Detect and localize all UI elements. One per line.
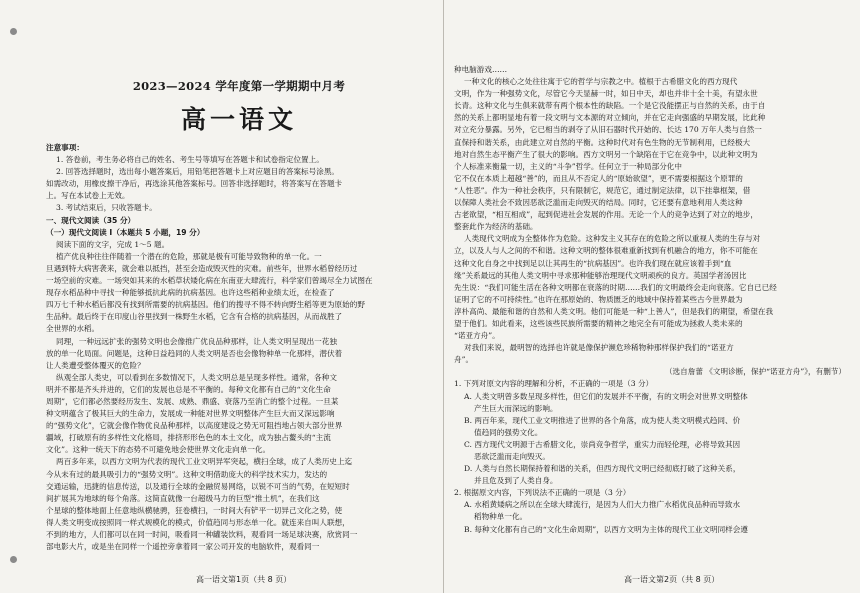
- text-line: 淳朴高尚、最能和谐的自然和人类文明。他们可能是一种“上善人”，但是我们的期望，希望在我: [454, 306, 774, 316]
- text-line: “诺亚方舟”。: [454, 331, 500, 341]
- text-line: B. 两百年来，现代工业文明推进了世界的各个角落，成为使人类文明模式趋同、价: [464, 415, 741, 425]
- text-line: 让人类遭受整体覆灭的危险？: [46, 360, 145, 370]
- text-line: 今从未有过的最具吸引力的“强势文明”。这种文明借助庞大的科学技术实力，发达的: [46, 469, 328, 479]
- text-line: 文化”。这种一统天下的态势不可避免地会使世界文化走向单一化。: [46, 445, 271, 455]
- passage-source: （选自詹蕾 《文明诊断，保护“诺亚方舟”》，有删节）: [664, 367, 846, 377]
- text-line: 地对自然生态平衡产生了很大的影响。西方文明另一个缺陷在于它在竞争中，以此种文明为: [454, 149, 758, 159]
- text-line: 两百多年来，以西方文明为代表的现代工业文明异军突起，横扫全球，成了人类历史上迄: [56, 457, 353, 467]
- text-line: 2. 根据原文内容，下列说法不正确的一项是（3 分）: [454, 488, 631, 498]
- text-line: D. 人类与自然长期保持着和谐的关系，但西方现代文明已经彻底打破了这种关系，: [464, 464, 741, 474]
- text-line: 舟”。: [454, 355, 474, 365]
- text-line: A. 水稻黄矮病之所以在全球大肆流行，是因为人们大力推广水稻优良品种而导致水: [464, 500, 741, 510]
- text-line: 值趋同的强势文化。: [474, 427, 543, 437]
- text-line: 人类现代文明成为全整体作为危险。这种发主义其存在的危险之所以重视人类的生存与对: [464, 234, 761, 244]
- page-footer: 高一语文第1页（共 8 页）: [196, 575, 292, 584]
- note-line: 上。写在本试卷上无效。: [46, 191, 130, 201]
- text-line: 对立充分暴露。另外，它已相当的剥夺了从旧石器时代开始的、长达 170 万年人类与自然一: [454, 125, 762, 135]
- text-line: 直保持和谐关系，由此建立对自然的平衡。这种时代对有色生物的无节制利用，已经极大: [454, 137, 751, 147]
- text-line: 旦遇到特大病害袭来，就会难以抵挡，甚至会造成毁灭性的灾难。前些年，世界水稻曾经历过: [46, 263, 358, 273]
- note-line: 1. 答卷前，考生务必将自己的姓名、考生号等填写在答题卡和试卷指定位置上。: [56, 155, 324, 165]
- text-line: 恶欲泛滥而走向毁灭。: [474, 452, 550, 461]
- questions: [454, 378, 846, 535]
- text-line: 并且危及到了人类自身。: [474, 476, 558, 486]
- note-line: 如需改动，用橡皮擦干净后，再选涂其他答案标号。回答非选择题时，将答案写在答题卡: [46, 179, 343, 189]
- text-line: 缘”关系最远的其他人类文明中寻求那种能够治理现代文明顽疾的良方。英国学者汤因比: [454, 270, 747, 280]
- text-line: 1. 下列对原文内容的理解和分析，不正确的一项是（3 分）: [454, 379, 654, 389]
- text-line: 望于他们。如此看来，这些该些民族所需要的精神之地完全有可能成为拯救人类未来的: [454, 318, 743, 328]
- text-line: 长青。这种文化与生俱来就带有两个根本性的缺陷。一个是它没能摆正与自然的关系，由于自: [454, 101, 766, 111]
- text-line: 间扩展其为地球的每个角落。这简直就像一台超级马力的巨型“推土机”，在我们这: [46, 493, 320, 503]
- text-line: 全世界的水稻。: [46, 324, 100, 334]
- section-heading: 一、现代文阅读（35 分）: [46, 215, 136, 225]
- text-line: 一种文化的核心之处往往寓于它的哲学与宗教之中。植根于古希腊文化的西方现代: [464, 77, 738, 87]
- text-line: 纵观全部人类史，可以看到在多数情况下，人类文明总是呈现多样性。通常，各种文: [56, 372, 337, 382]
- subject-title: 高一语文: [180, 105, 297, 134]
- text-line: A. 人类文明曾多数呈现多样性，但它们的发展并不平衡，有的文明会对世界文明整体: [464, 391, 748, 401]
- left-page: [46, 0, 432, 593]
- text-line: 周期”，它们都必然要经历发生、发展、成熟、鼎盛、衰落乃至消亡的整个过程。一旦某: [46, 396, 339, 406]
- text-line: “人性恶”。作为一种社会秩序，只有限制它，规范它，通过制定法律，以下挂靠框架，借: [454, 185, 751, 195]
- page-fold: [443, 0, 444, 593]
- binding-hole: [10, 556, 17, 563]
- text-line: 证明了它的不可持续性。”也许在那原始的、物质匮乏的地域中保持着某些古今世界最为: [454, 294, 743, 304]
- text-line: 得人类文明变成按照同一样式规模化的模式，价值趋同与形态单一化。就连来自叫人联想，: [46, 517, 350, 527]
- right-page: [454, 0, 846, 593]
- note-line: 2. 回答选择题时，选出每小题答案后，用铅笔把答题卡上对应题目的答案标号涂黑。: [56, 167, 340, 177]
- subsection-heading: （一）现代文阅读 I（本题共 5 小题，19 分）: [46, 227, 205, 237]
- note-line: 3. 考试结束后，只收答题卡。: [56, 203, 157, 213]
- page-footer: 高一语文第2页（共 8 页）: [624, 575, 720, 584]
- reading-instruction: 阅读下面的文字，完成 1～5 题。: [56, 239, 170, 249]
- exam-year-title: 2023—2024 学年度第一学期期中月考: [132, 79, 346, 93]
- text-line: 先生说：“我们可能生活在各种文明都在衰落的时期……我们的文明最终会走向衰落。它自已已经: [454, 282, 777, 292]
- text-line: 疆域，打破原有的多样性文化格局，排挤形形色色的本土文化，成为独占鳌头的“主流: [46, 433, 331, 443]
- text-line: 一场空前的灾难。一场突如其来的水稻草状矮化病在东南亚大肆流行，科学家们曾竭尽全力试图在: [46, 276, 373, 286]
- text-line: C. 西方现代文明源于古希腊文化，崇尚竞争哲学，重实力而轻伦理，必将导致其因: [464, 439, 741, 449]
- text-line: 种电脑游戏……: [454, 65, 508, 74]
- text-line: 明并不都是齐头并进的，它们的发展也总是不平衡的。每种文化都有自己的“文化生命: [46, 384, 331, 394]
- text-line: 产生巨大而深远的影响。: [474, 403, 558, 413]
- text-line: 放的单一化局面。问题是，这种日益趋同的人类文明是否也会像物种单一化那样，潜伏着: [46, 348, 343, 358]
- text-line: 然的关系上都明显地有着一段文明与文本源的对立倾向，并在它走向强盛的早期发展，比此种: [454, 113, 766, 123]
- passage-body: [46, 251, 432, 553]
- text-line: 四万七千种水稻后都没有找到所需要的抗病基因。他们的搜寻不得不转向野生稻等更为原始的野: [46, 300, 365, 310]
- text-line: 立，以及人与人之间的不和谐。这种文明的整体很难重新找到有机融合的地方，你不可能在: [454, 246, 758, 256]
- text-line: 以保障人类社会不致因恶欲泛滥而走向毁灭的结局。同时，它还要有意地利用人类这种: [454, 198, 743, 208]
- text-line: 它不仅在本质上超越“善”的，而且从不否定人的“原始欲望”，更不需要根据这个原罪的: [454, 173, 743, 183]
- text-line: 部电影大片，或是坐在同样一个遥控旁拿着同一家公司开发的电脑软件，观看同一: [46, 542, 320, 552]
- text-line: 植产优良种往往伴随着一个潜在的危险，那就是极有可能导致物种的单一化。一: [56, 251, 322, 261]
- binding-hole: [10, 28, 17, 35]
- text-line: 稻物种单一化。: [474, 512, 528, 522]
- text-line: 不到的地方，人们都可以在同一时间，吸看同一种罐装饮料，观看同一场足球决赛，欣赏同一: [46, 530, 358, 539]
- text-line: 交通运输，迅捷的信息传送，以及通行全球的金融贸易网络，以锐不可当的气势，在短短时: [46, 481, 350, 491]
- text-line: 个人标准来衡量一切，主义的“斗争”哲学。任何立于一种局部分化中: [454, 161, 682, 171]
- text-line: 文明，作为一种强势文化，尽管它今天显赫一时，如日中天，却也并非十全十美，有望永世: [454, 89, 758, 99]
- text-line: 这种文化自身之中找到足以让其再生的“抗病基因”。也许我们现在就应该着手到“血: [454, 258, 732, 268]
- passage-body-continued: [454, 64, 846, 366]
- text-line: 现存水稻品种中寻找一种能够抵抗此病的抗病基因。也许这些稻种业绩太近，在检查了: [46, 288, 335, 298]
- text-line: 的“强势文化”，它就会像作物优良品种那样，以高度建设之势无可阻挡地占领大部分世界: [46, 421, 343, 431]
- text-line: 对我们来说，最明智的选择也许就是像保护濒危珍稀物种那样保护我们的“诺亚方: [464, 343, 734, 353]
- text-line: 生品种。最后终于在印度山谷里找到一株野生水稻，它含有合格的抗病基因，从而战胜了: [46, 312, 343, 322]
- text-line: 种文明蕴含了极其巨大的生命力，发展成一种能对世界文明整体产生巨大而又深远影响: [46, 409, 335, 419]
- text-line: 古老欲望，“相互相成”，起到促进社会发展的作用。无论一个人的竞争达到了对立的地步，: [454, 210, 758, 220]
- text-line: 同理，一种远远扩张的强势文明也会像推广优良品种那样，让人类文明呈现出一花独: [56, 336, 337, 346]
- text-line: 整套此作为经济的基础。: [454, 222, 538, 232]
- text-line: 个星球的整体地面上任意地纵横驰骋，狂卷横扫，一时间大有铲平一切异己文化之势，使: [46, 505, 343, 515]
- text-line: B. 每种文化都有自己的“文化生命周期”，以西方文明为主体的现代工业文明同样会遵: [464, 524, 748, 534]
- notes-heading: 注意事项：: [46, 143, 84, 152]
